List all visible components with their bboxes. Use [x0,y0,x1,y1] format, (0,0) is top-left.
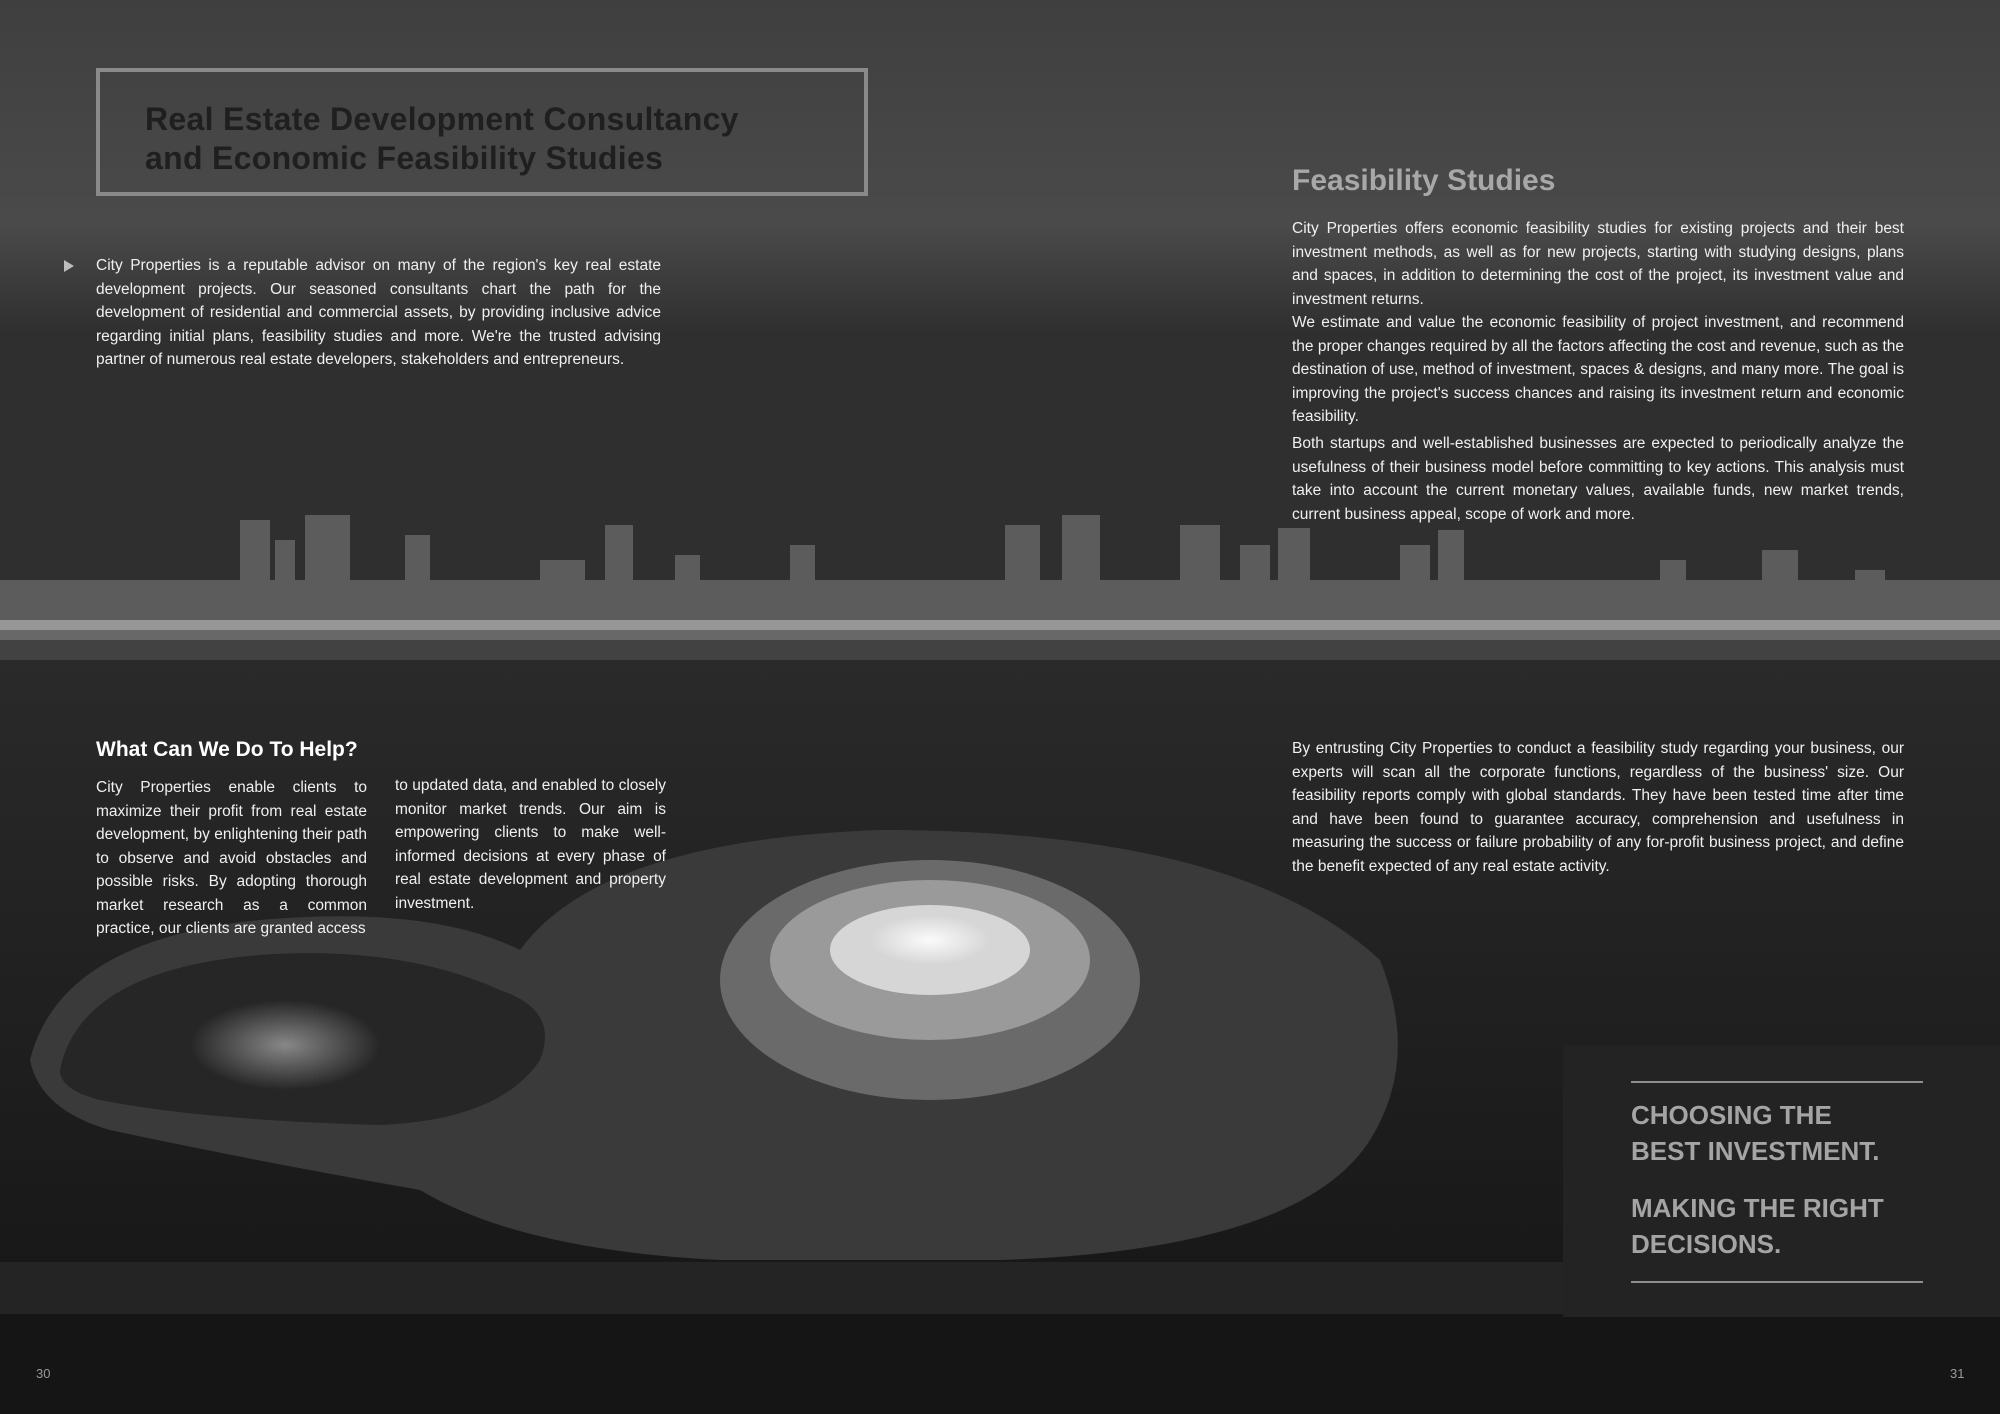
quote-line-2: BEST INVESTMENT. [1631,1136,1880,1166]
intro-paragraph: City Properties is a reputable advisor on many of the region's key real estate development projects. Our seasoned consultants chart the path for the development of residential and commercial assets, by providing inclusive advice regarding initial plans, feasibility studies and more. We're the trusted advising partner of numerous real estate developers, stakeholders and entrepreneurs. [96,257,661,368]
quote-divider-top [1631,1081,1923,1083]
feasibility-paragraph-2: We estimate and value the economic feasibility of project investment, and recommend the proper changes required by all the factors affecting the cost and revenue, such as the destination of use, method of investment, spaces & designs, and many more. The goal is improving the project's success chances and raising its investment return and economic feasibility. [1292,314,1904,425]
feasibility-paragraph-1: City Properties offers economic feasibility studies for existing projects and their best investment methods, as well as for new projects, starting with studying designs, plans and spaces, in addition to determining the cost of the project, its investment value and investment returns. [1292,220,1904,308]
help-heading: What Can We Do To Help? [96,738,358,761]
page-title [145,100,739,178]
quote-box [1563,1045,2000,1317]
feasibility-paragraph-4: By entrusting City Properties to conduct a feasibility study regarding your business, our experts will scan all the corporate functions, regardless of the business' size. Our feasibility reports comply with global standards. They have been tested time after time and have been found to guarantee accuracy, comprehension and usefulness in measuring the success or failure probability of any for-profit business project, and define the benefit expected of any real estate activity. [1292,740,1904,875]
feasibility-heading: Feasibility Studies [1292,164,1556,197]
bullet-arrow-icon [64,260,74,272]
help-column-2: to updated data, and enabled to closely monitor market trends. Our aim is empowering clients to make well-informed decisions at every phase of real estate development and property investment. [395,777,666,912]
page-title-line-2: and Economic Feasibility Studies [145,140,664,176]
page-title-line-1: Real Estate Development Consultancy [145,101,739,137]
page-number-right: 31 [1950,1366,1965,1381]
help-column-1: City Properties enable clients to maximize their profit from real estate development, by enlightening their path to observe and avoid obstacles and possible risks. By adopting thorough market research as a common practice, our clients are granted access [96,779,367,937]
quote-divider-bottom [1631,1281,1923,1283]
quote-line-4: DECISIONS. [1631,1229,1782,1259]
page-number-left: 30 [36,1366,51,1381]
title-box [96,68,868,196]
feasibility-paragraph-3: Both startups and well-established businesses are expected to periodically analyze the usefulness of their business model before committing to key actions. This analysis must take into account the current monetary values, available funds, new market trends, current business appeal, scope of work and more. [1292,435,1904,523]
quote-line-1: CHOOSING THE [1631,1100,1832,1130]
quote-line-3: MAKING THE RIGHT [1631,1193,1884,1223]
